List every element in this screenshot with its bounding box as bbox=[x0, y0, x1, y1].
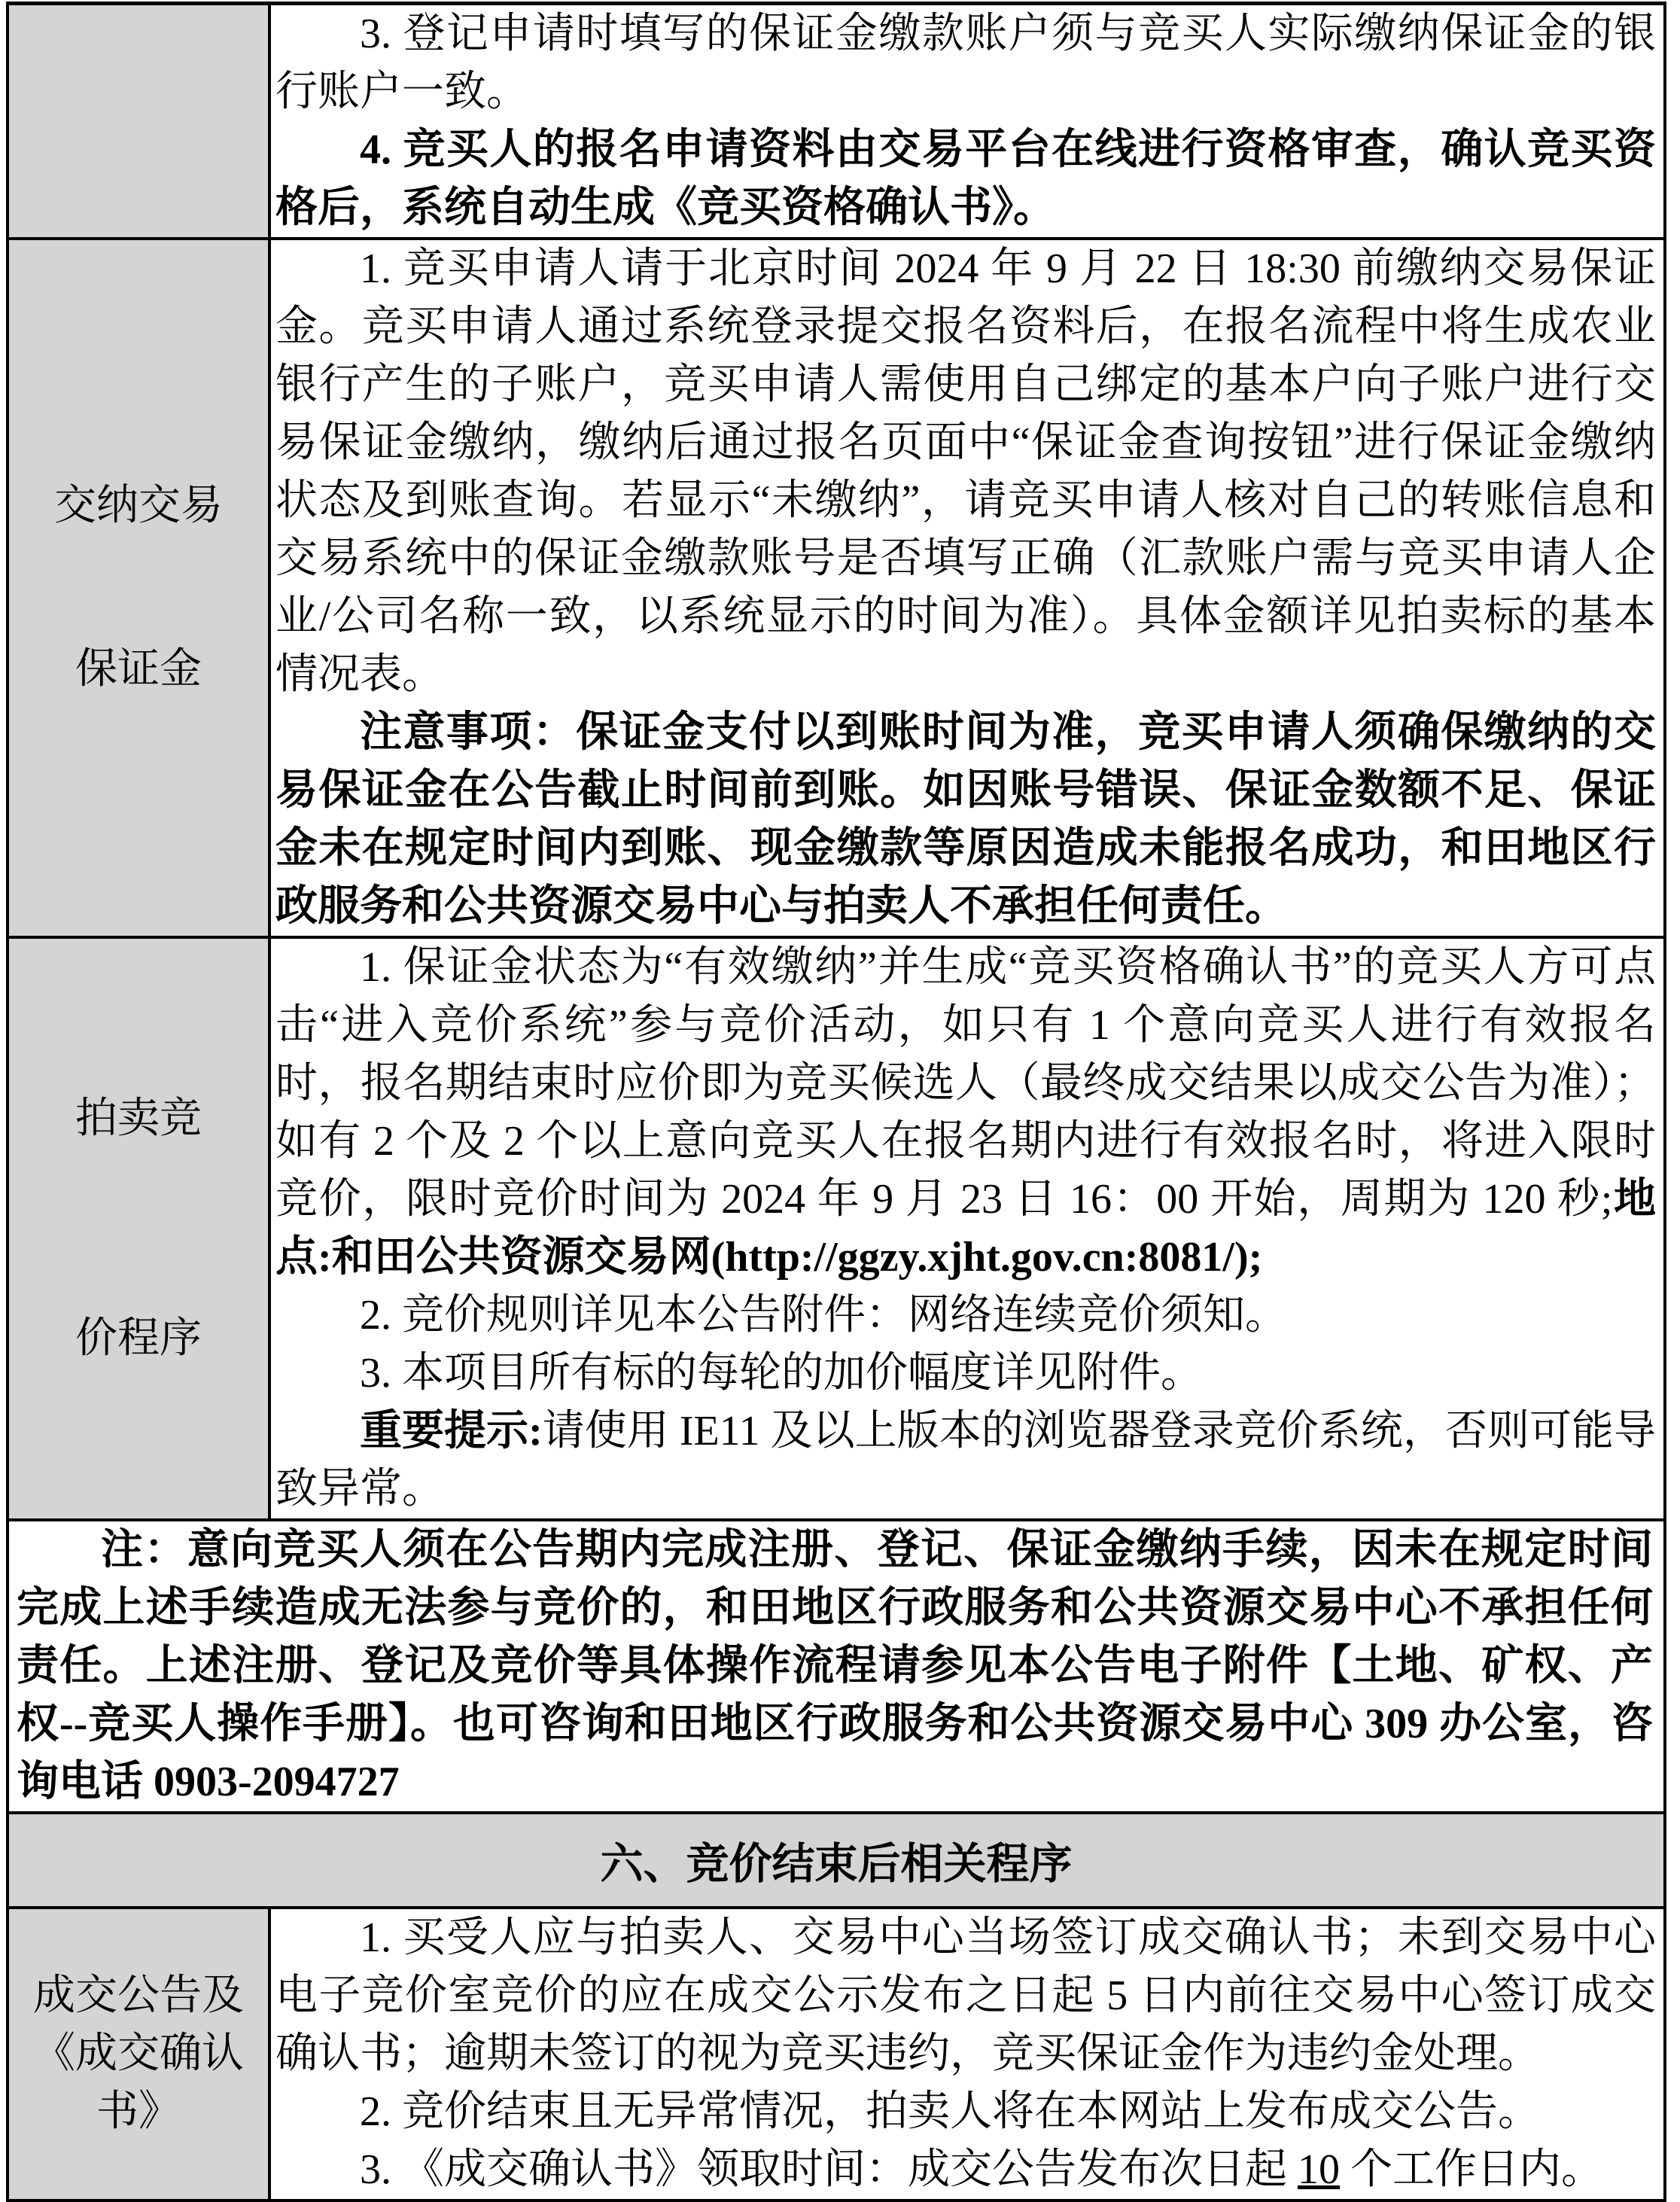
text-segment: 重要提示: bbox=[360, 1408, 543, 1454]
announcement-table bbox=[6, 2, 1666, 2202]
paragraph bbox=[275, 240, 1656, 704]
text-segment: 3. 本项目所有标的每轮的加价幅度详见附件。 bbox=[360, 1350, 1203, 1396]
label-line: 交纳交易 bbox=[54, 483, 223, 529]
auction-procedure-content-cell bbox=[271, 939, 1663, 1518]
text-segment: 3. 登记申请时填写的保证金缴款账户须与竞买人实际缴纳保证金的银行账户一致。 bbox=[275, 11, 1656, 115]
registration-tail-label-cell bbox=[9, 5, 271, 237]
paragraph bbox=[275, 1287, 1656, 1345]
label-line: 价程序 bbox=[75, 1314, 202, 1362]
row-note bbox=[9, 1521, 1663, 1814]
label-line: 拍卖竞 bbox=[75, 1095, 202, 1142]
text-segment: 3. 《成交确认书》领取时间：成交公告发布次日起 bbox=[360, 2146, 1298, 2193]
text-segment: 1. 买受人应与拍卖人、交易中心当场签订成交确认书；未到交易中心电子竞价室竞价的应在成交公示发布之日起 5 日内前往交易中心签订成交确认书；逾期未签订的视为竞买违约，竞买保证金作为违约金处理。 bbox=[275, 1914, 1656, 2077]
section-header-row bbox=[9, 1814, 1663, 1909]
text-segment: 请使用 IE11 及以上版本的浏览器登录竞价系统，否则可能导致异常。 bbox=[275, 1408, 1656, 1512]
paragraph bbox=[275, 121, 1656, 237]
row-registration-tail bbox=[9, 5, 1663, 240]
section-header-title: 六、竞价结束后相关程序 bbox=[600, 1841, 1073, 1888]
text-segment: 1. 保证金状态为“有效缴纳”并生成“竞买资格确认书”的竞买人方可点击“进入竞价系统”参与竞价活动，如只有 1 个意向竞买人进行有效报名时，报名期结束时应价即为竞买候选人（最终成交结果以成交公告为准）；如有 2 个及 2 个以上意向竞买人在报名期内进行有效报名时，将进入限时竞价，限时竞价时间为 2024 年 9 月 23 日 16：00 开始，周期为 120 秒; bbox=[275, 944, 1656, 1223]
text-segment: 10 bbox=[1298, 2146, 1340, 2193]
row-auction-procedure bbox=[9, 939, 1663, 1521]
label-line: 保证金 bbox=[75, 646, 202, 693]
auction-procedure-label-cell bbox=[9, 939, 271, 1518]
deal-confirmation-content-cell bbox=[271, 1909, 1663, 2199]
label-line: 书》 bbox=[96, 2088, 181, 2135]
text-segment: 注意事项：保证金支付以到账时间为准，竞买申请人须确保缴纳的交易保证金在公告截止时间前到账。如因账号错误、保证金数额不足、保证金未在规定时间内到账、现金缴款等原因造成未能报名成功，和田地区行政服务和公共资源交易中心与拍卖人不承担任何责任。 bbox=[275, 709, 1656, 930]
deal-confirmation-label-cell bbox=[9, 1909, 271, 2199]
registration-tail-content-cell bbox=[271, 5, 1663, 237]
paragraph bbox=[275, 1403, 1656, 1518]
row-deposit bbox=[9, 240, 1663, 939]
row-deal-confirmation bbox=[9, 1909, 1663, 2199]
label-line: 《成交确认 bbox=[33, 2030, 244, 2077]
text-segment: 地点:和田公共资源交易网(http://ggzy.xjht.gov.cn:8081/); bbox=[275, 1176, 1657, 1281]
paragraph bbox=[275, 1909, 1656, 2083]
text-segment: 4. 竞买人的报名申请资料由交易平台在线进行资格审查，确认竞买资格后，系统自动生成《竞买资格确认书》。 bbox=[275, 126, 1656, 231]
paragraph bbox=[275, 1345, 1656, 1403]
deposit-content-cell bbox=[271, 240, 1663, 936]
text-segment: 1. 竞买申请人请于北京时间 2024 年 9 月 22 日 18:30 前缴纳交易保证金。竞买申请人通过系统登录提交报名资料后，在报名流程中将生成农业银行产生的子账户，竞买申请人需使用自己绑定的基本户向子账户进行交易保证金缴纳，缴纳后通过报名页面中“保证金查询按钮”进行保证金缴纳状态及到账查询。若显示“未缴纳”，请竞买申请人核对自己的转账信息和交易系统中的保证金缴款账号是否填写正确（汇款账户需与竞买申请人企业/公司名称一致，以系统显示的时间为准）。具体金额详见拍卖标的基本情况表。 bbox=[275, 245, 1656, 698]
paragraph bbox=[275, 2141, 1656, 2199]
paragraph bbox=[275, 939, 1656, 1287]
deposit-label-cell bbox=[9, 240, 271, 936]
paragraph bbox=[275, 5, 1656, 121]
paragraph bbox=[17, 1521, 1653, 1811]
label-line: 成交公告及 bbox=[33, 1972, 244, 2019]
paragraph bbox=[275, 2083, 1656, 2141]
text-segment: 2. 竞价规则详见本公告附件：网络连续竞价须知。 bbox=[360, 1292, 1287, 1339]
paragraph bbox=[275, 704, 1656, 936]
text-segment: 注：意向竞买人须在公告期内完成注册、登记、保证金缴纳手续，因未在规定时间完成上述手续造成无法参与竞价的，和田地区行政服务和公共资源交易中心不承担任何责任。上述注册、登记及竞价等具体操作流程请参见本公告电子附件【土地、矿权、产权--竞买人操作手册】。也可咨询和田地区行政服务和公共资源交易中心 309 办公室，咨询电话 0903-2094727 bbox=[17, 1527, 1653, 1805]
text-segment: 2. 竞价结束且无异常情况，拍卖人将在本网站上发布成交公告。 bbox=[360, 2088, 1540, 2135]
text-segment: 个工作日内。 bbox=[1340, 2146, 1603, 2193]
